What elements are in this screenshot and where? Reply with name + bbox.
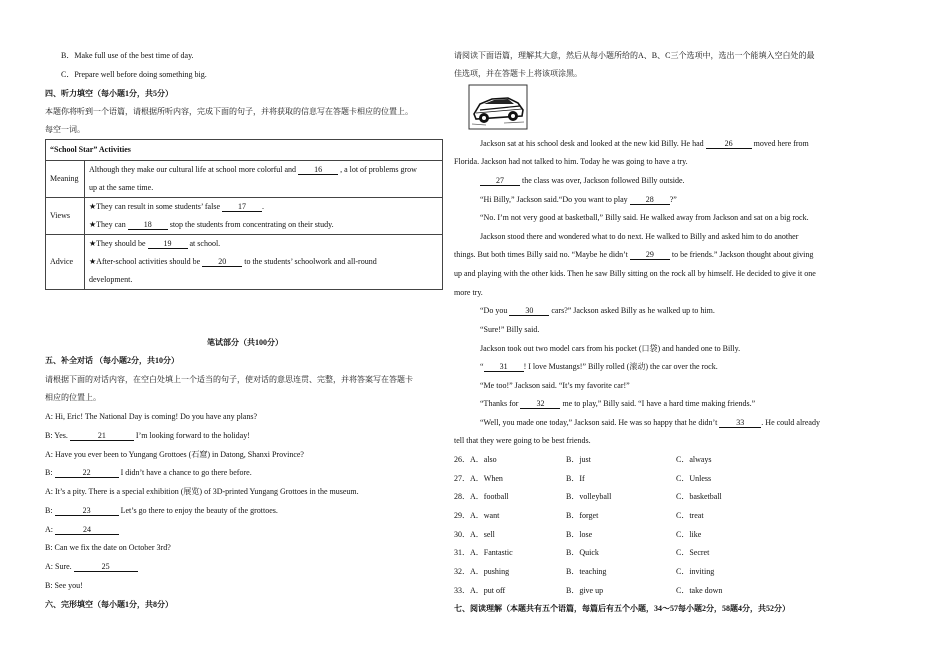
option-32-b: B．teaching bbox=[566, 567, 607, 576]
school-star-table bbox=[45, 139, 443, 290]
section-4-instruction-cont: 每空一词。 bbox=[45, 125, 85, 134]
option-30-a: 30．A．sell bbox=[454, 530, 495, 539]
story-para-11: “Thanks for 32 me to play,” Billy said. “I have a hard time making friends.” bbox=[480, 399, 756, 408]
blank-29: 29 bbox=[630, 250, 670, 260]
dialogue-line-1: A: Hi, Eric! The National Day is coming! Do you have any plans? bbox=[45, 412, 258, 421]
blank-22: 22 bbox=[55, 468, 119, 478]
option-29-b: B．forget bbox=[566, 511, 599, 520]
story-para-12-cont: tell that they were going to be best friends. bbox=[454, 436, 591, 445]
story-para-12: “Well, you made one today,” Jackson said. He was so happy that he didn’t 33 . He could already bbox=[480, 418, 820, 427]
option-27-c: C．Unless bbox=[676, 474, 712, 483]
section-5-instruction-cont: 相应的位置上。 bbox=[45, 393, 101, 402]
option-28-c: C．basketball bbox=[676, 492, 722, 501]
option-33-b: B．give up bbox=[566, 586, 604, 595]
option-28-a: 28．A．football bbox=[454, 492, 509, 501]
story-para-10: “Me too!” Jackson said. “It’s my favorite car!” bbox=[480, 381, 630, 390]
section-7-title: 七、阅读理解（本题共有五个语篇，每篇后有五个小题，34～57每小题2分，58题4分，共52分） bbox=[454, 604, 790, 613]
option-27-b: B．If bbox=[566, 474, 585, 483]
option-29-c: C．treat bbox=[676, 511, 704, 520]
option-31-b: B．Quick bbox=[566, 548, 599, 557]
story-para-2: 27 the class was over, Jackson followed Billy outside. bbox=[480, 176, 685, 186]
option-27-a: 27．A．When bbox=[454, 474, 503, 483]
blank-25: 25 bbox=[74, 562, 138, 572]
advice-cell: ★They should be 19 at school. ★After-school activities should be 20 to the students’ schoolwork and all-round development. bbox=[85, 235, 443, 290]
story-para-6: “Do you 30 cars?” Jackson asked Billy as he walked up to him. bbox=[480, 306, 715, 315]
dialogue-line-10: B: See you! bbox=[45, 581, 83, 590]
section-6-title: 六、完形填空（每小题1分，共8分） bbox=[45, 600, 173, 609]
dialogue-line-9: A: Sure. 25 bbox=[45, 562, 138, 572]
blank-33: 33 bbox=[719, 418, 761, 428]
story-para-4: “No. I’m not very good at basketball,” Billy said. He walked away from Jackson and sat on a big rock. bbox=[480, 213, 809, 222]
dialogue-line-7: A: 24 bbox=[45, 525, 119, 535]
meaning-cell: Although they make our cultural life at school more colorful and 16 , a lot of problems grow up at the same time. bbox=[85, 161, 443, 198]
option-33-c: C．take down bbox=[676, 586, 723, 595]
section-5-title: 五、补全对话 （每小题2分，共10分） bbox=[45, 356, 179, 365]
blank-24: 24 bbox=[55, 525, 119, 535]
blank-18: 18 bbox=[128, 220, 168, 230]
option-30-b: B．lose bbox=[566, 530, 593, 539]
advice-label: Advice bbox=[46, 235, 85, 290]
option-33-a: 33．A．put off bbox=[454, 586, 506, 595]
table-header: “School Star” Activities bbox=[46, 140, 443, 161]
section-4-instruction: 本题你将听到一个语篇，请根据所听内容，完成下面的句子，并将获取的信息写在答题卡相应的位置上。 bbox=[45, 107, 413, 116]
story-para-5-line-2: things. But both times Billy said no. “Maybe he didn’t 29 to be friends.” Jackson thought about giving bbox=[454, 250, 814, 259]
dialogue-line-6: B: 23 Let’s go there to enjoy the beauty of the grottoes. bbox=[45, 506, 278, 515]
blank-17: 17 bbox=[222, 202, 262, 212]
option-32-a: 32．A．pushing bbox=[454, 567, 510, 576]
dialogue-line-4: B: 22 I didn’t have a chance to go there before. bbox=[45, 468, 252, 477]
views-label: Views bbox=[46, 198, 85, 235]
sports-car-icon bbox=[468, 84, 528, 130]
dialogue-line-3: A: Have you ever been to Yungang Grottoes (石窟) in Datong, Shanxi Province? bbox=[45, 450, 304, 459]
cloze-instruction-cont: 佳选项，并在答题卡上将该项涂黑。 bbox=[454, 69, 582, 78]
dialogue-line-2: B: Yes. 21 I’m looking forward to the holiday! bbox=[45, 431, 250, 440]
option-29-a: 29．A．want bbox=[454, 511, 500, 520]
written-part-title: 笔试部分（共100分） bbox=[207, 338, 283, 347]
story-para-1-cont: Florida. Jackson had not talked to him. Today he was going to have a try. bbox=[454, 157, 688, 166]
meaning-label: Meaning bbox=[46, 161, 85, 198]
option-30-c: C．like bbox=[676, 530, 702, 539]
blank-19: 19 bbox=[148, 239, 188, 249]
option-26-a: 26．A．also bbox=[454, 455, 497, 464]
option-26-b: B．just bbox=[566, 455, 591, 464]
option-32-c: C．inviting bbox=[676, 567, 715, 576]
story-para-5: Jackson stood there and wondered what to do next. He walked to Billy and asked him to do another bbox=[480, 232, 799, 241]
story-para-5-line-4: more try. bbox=[454, 288, 483, 297]
section-4-title: 四、听力填空（每小题1分，共5分） bbox=[45, 89, 173, 98]
story-para-3: “Hi Billy,” Jackson said.“Do you want to play 28 ?” bbox=[480, 195, 677, 204]
blank-21: 21 bbox=[70, 431, 134, 441]
option-b: B．Make full use of the best time of day. bbox=[61, 51, 194, 60]
story-para-9: “ 31 ! I love Mustangs!” Billy rolled (滚动) the car over the rock. bbox=[480, 362, 718, 371]
option-31-c: C．Secret bbox=[676, 548, 710, 557]
blank-23: 23 bbox=[55, 506, 119, 516]
cloze-instruction: 请阅读下面语篇，理解其大意，然后从每小题所给的A、B、C三个选项中，选出一个能填入空白处的最 bbox=[454, 51, 815, 60]
blank-27: 27 bbox=[480, 176, 520, 186]
story-para-7: “Sure!” Billy said. bbox=[480, 325, 540, 334]
story-para-8: Jackson took out two model cars from his pocket (口袋) and handed one to Billy. bbox=[480, 344, 741, 353]
dialogue-line-5: A: It’s a pity. There is a special exhibition (展览) of 3D-printed Yungang Grottoes in the museum. bbox=[45, 487, 359, 496]
blank-30: 30 bbox=[509, 306, 549, 316]
story-para-1: Jackson sat at his school desk and looked at the new kid Billy. He had 26 moved here from bbox=[480, 139, 809, 148]
option-c: C．Prepare well before doing something big. bbox=[61, 70, 207, 79]
blank-20: 20 bbox=[202, 257, 242, 267]
option-26-c: C．always bbox=[676, 455, 712, 464]
blank-26: 26 bbox=[706, 139, 752, 149]
option-28-b: B．volleyball bbox=[566, 492, 612, 501]
section-5-instruction: 请根据下面的对话内容，在空白处填上一个适当的句子，使对话的意思连贯、完整，并将答案写在答题卡 bbox=[45, 375, 413, 384]
option-31-a: 31．A．Fantastic bbox=[454, 548, 513, 557]
views-cell: ★They can result in some students’ false 17 . ★They can 18 stop the students from concentrating on their study. bbox=[85, 198, 443, 235]
blank-28: 28 bbox=[630, 195, 670, 205]
blank-32: 32 bbox=[520, 399, 560, 409]
blank-31: 31 bbox=[484, 362, 524, 372]
story-para-5-line-3: up and playing with the other kids. Then he saw Billy sitting on the rock all by himself. He decided to give it one bbox=[454, 269, 816, 278]
blank-16: 16 bbox=[298, 165, 338, 175]
dialogue-line-8: B: Can we fix the date on October 3rd? bbox=[45, 543, 171, 552]
